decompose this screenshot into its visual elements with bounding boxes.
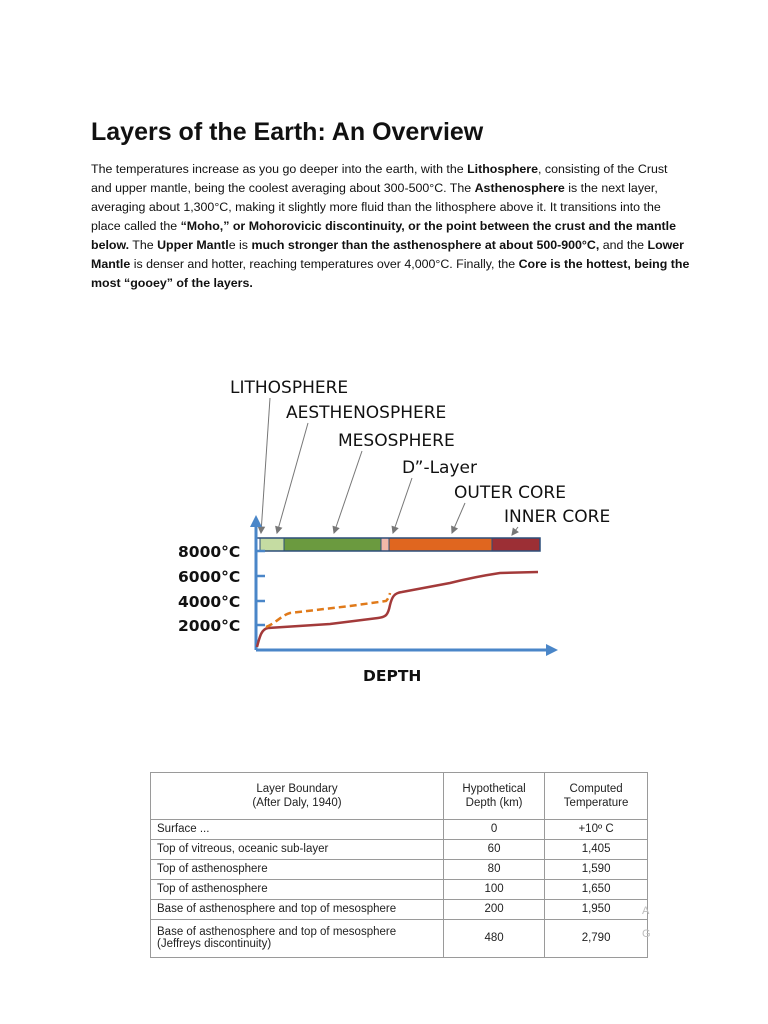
temperature-curve-solid — [257, 572, 538, 647]
table-cell: 60 — [444, 839, 545, 859]
layer-boundary-table — [150, 772, 648, 958]
table-row — [151, 919, 648, 957]
label-lithosphere: LITHOSPHERE — [230, 378, 349, 398]
label-d-layer: D”-Layer — [402, 458, 477, 478]
temperature-curve-dashed — [266, 593, 390, 627]
earth-layers-diagram — [150, 365, 611, 695]
intro-bold-text: Core is the hottest, being the most “gooey” of the layers. — [91, 257, 690, 290]
table-header: Computed Temperature — [545, 773, 648, 820]
intro-text: is the next layer, averaging about 1,300°C, making it slightly more fluid than the lithosphere above it. It transitions into the place called the — [91, 181, 661, 233]
layer-boundary-table-container — [150, 772, 648, 958]
table-cell: 80 — [444, 859, 545, 879]
temp-label-2000: 2000°C — [178, 617, 241, 635]
intro-text: and the — [599, 238, 648, 252]
intro-text: e is — [228, 238, 252, 252]
intro-bold-text: “Moho,” or Mohorovicic discontinuity, or the point between the crust and the mantle below. — [91, 219, 676, 252]
intro-bold-text: Asthenosphere — [474, 181, 565, 195]
table-row — [151, 899, 648, 919]
table-header: Hypothetical Depth (km) — [444, 773, 545, 820]
intro-text: The temperatures increase as you go deeper into the earth, with the — [91, 162, 468, 176]
x-axis-arrow-icon — [546, 644, 558, 656]
y-axis-arrow-icon — [250, 515, 262, 527]
page-title: Layers of the Earth: An Overview — [91, 118, 484, 146]
table-row — [151, 879, 648, 899]
intro-bold-text: Lower Mantle — [91, 238, 685, 271]
bar-outer-core — [389, 538, 492, 551]
table-cell: 100 — [444, 879, 545, 899]
table-cell: 1,590 — [545, 859, 648, 879]
table-cell: Top of asthenosphere — [151, 859, 444, 879]
pointer-mesosphere-arrowhead — [333, 526, 339, 533]
bar-aesthenosphere — [284, 538, 381, 551]
pointer-outer-core-arrowhead — [452, 526, 458, 533]
intro-bold-text: much stronger than the asthenosphere at about 500-900°C, — [251, 238, 600, 252]
table-cell: 200 — [444, 899, 545, 919]
table-row — [151, 820, 648, 840]
table-cell: 1,950 — [545, 899, 648, 919]
pointer-aesthenosphere-arrowhead — [276, 526, 282, 533]
table-cell: Base of asthenosphere and top of mesosphere — [151, 899, 444, 919]
intro-paragraph — [91, 160, 691, 293]
table-cell: 1,405 — [545, 839, 648, 859]
table-cell: +10º C — [545, 820, 648, 840]
pointer-d-layer — [393, 478, 412, 533]
bar-inner-core — [492, 538, 540, 551]
table-header: Layer Boundary (After Daly, 1940) — [151, 773, 444, 820]
temp-label-8000: 8000°C — [178, 543, 241, 561]
intro-text: , consisting of the Crust and upper mantle, being the coolest averaging about 300-500°C. The — [91, 162, 668, 195]
pointer-inner-core-arrowhead — [512, 528, 518, 535]
table-cell: Base of asthenosphere and top of mesosphere (Jeffreys discontinuity) — [151, 919, 444, 957]
table-cell: Surface ... — [151, 820, 444, 840]
x-axis-label-depth: DEPTH — [363, 667, 422, 685]
pointer-lithosphere-arrowhead — [258, 527, 264, 533]
margin-mark-g: G — [642, 928, 651, 940]
table-cell: 2,790 — [545, 919, 648, 957]
table-cell: Top of vitreous, oceanic sub-layer — [151, 839, 444, 859]
margin-mark-a: A — [642, 905, 650, 917]
intro-bold-text: Lithosphere — [467, 162, 538, 176]
table-cell: 1,650 — [545, 879, 648, 899]
table-cell: 480 — [444, 919, 545, 957]
label-aesthenosphere: AESTHENOSPHERE — [286, 403, 447, 423]
intro-text: is denser and hotter, reaching temperatures over 4,000°C. Finally, the — [130, 257, 519, 271]
label-outer-core: OUTER CORE — [454, 483, 566, 503]
table-cell: Top of asthenosphere — [151, 879, 444, 899]
intro-bold-text: Upper Mantl — [157, 238, 229, 252]
table-cell: 0 — [444, 820, 545, 840]
pointer-d-layer-arrowhead — [392, 526, 398, 533]
label-mesosphere: MESOSPHERE — [338, 431, 455, 451]
pointer-lithosphere — [261, 398, 270, 533]
temp-label-6000: 6000°C — [178, 568, 241, 586]
table-row — [151, 839, 648, 859]
table-row — [151, 859, 648, 879]
pointer-aesthenosphere — [277, 423, 308, 533]
pointer-mesosphere — [334, 451, 362, 533]
bar-d-layer — [381, 538, 389, 551]
bar-lithosphere — [260, 538, 284, 551]
intro-text: The — [129, 238, 158, 252]
label-inner-core: INNER CORE — [504, 507, 611, 527]
temp-label-4000: 4000°C — [178, 593, 241, 611]
